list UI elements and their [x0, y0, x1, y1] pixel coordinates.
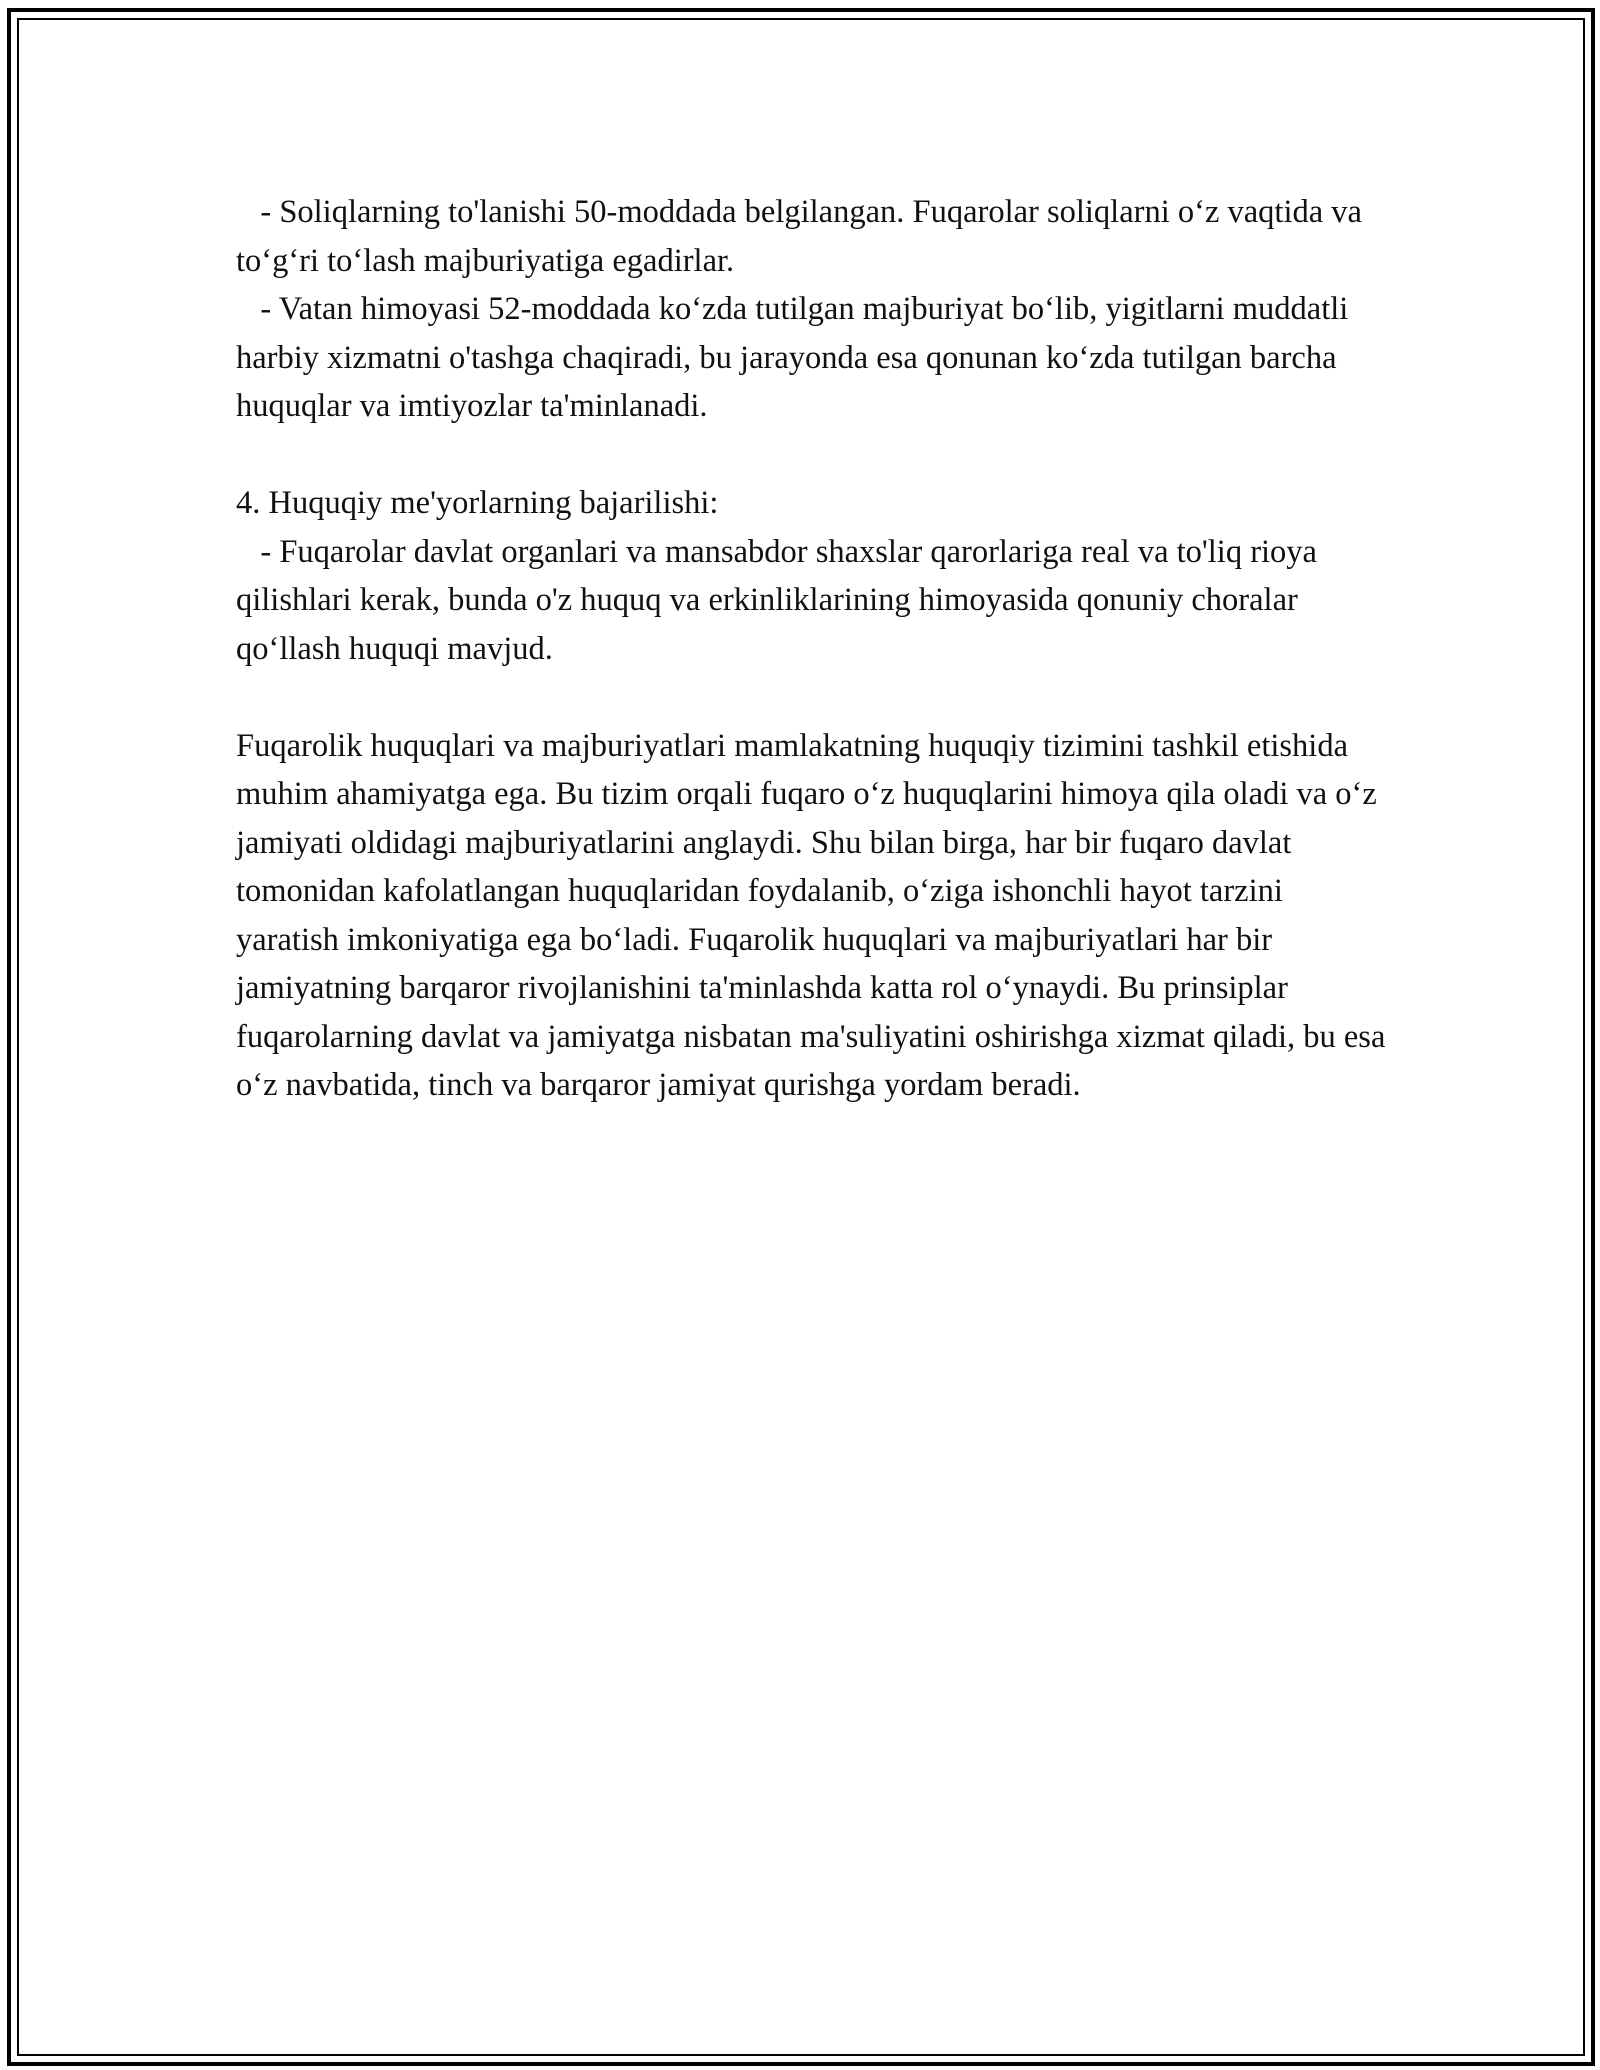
conclusion-paragraph: Fuqarolik huquqlari va majburiyatlari mamlakatning huquqiy tizimini tashkil etishida muhim ahamiyatga ega. Bu tizim orqali fuqaro o‘z huquqlarini himoya qila oladi va o‘z jamiyati oldidagi majburiyatlarini anglaydi. Shu bilan birga, har bir fuqaro davlat tomonidan kafolatlangan huquqlaridan foydalanib, o‘ziga ishonchli hayot tarzini yaratish imkoniyatiga ega bo‘ladi. Fuqarolik huquqlari va majburiyatlari har bir jamiyatning barqaror rivojlanishini ta'minlashda katta rol o‘ynaydi. Bu prinsiplar fuqarolarning davlat va jamiyatga nisbatan ma'suliyatini oshirishga xizmat qiladi, bu esa o‘z navbatida, tinch va barqaror jamiyat qurishga yordam beradi. — [236, 727, 1394, 1103]
paragraph-spacer — [236, 431, 1386, 480]
legal-compliance-item: - Fuqarolar davlat organlari va mansabdor shaxslar qarorlariga real va to'liq rioya qilishlari kerak, bunda o'z huquq va erkinliklarining himoyasida qonuniy choralar qo‘llash huquqi mavjud. — [236, 533, 1326, 667]
tax-obligation-item: - Soliqlarning to'lanishi 50-moddada belgilangan. Fuqarolar soliqlarni o‘z vaqtida va to‘g‘ri to‘lash majburiyatiga egadirlar. — [236, 194, 1371, 279]
paragraph-spacer — [236, 673, 1386, 722]
defense-obligation-item: - Vatan himoyasi 52-moddada ko‘zda tutilgan majburiyat bo‘lib, yigitlarni muddatli harbiy xizmatni o'tashga chaqiradi, bu jarayonda esa qonunan ko‘zda tutilgan barcha huquqlar va imtiyozlar ta'minlanadi. — [236, 291, 1357, 424]
document-body — [236, 188, 1394, 1110]
section-heading: 4. Huquqiy me'yorlarning bajarilishi: — [236, 485, 719, 521]
